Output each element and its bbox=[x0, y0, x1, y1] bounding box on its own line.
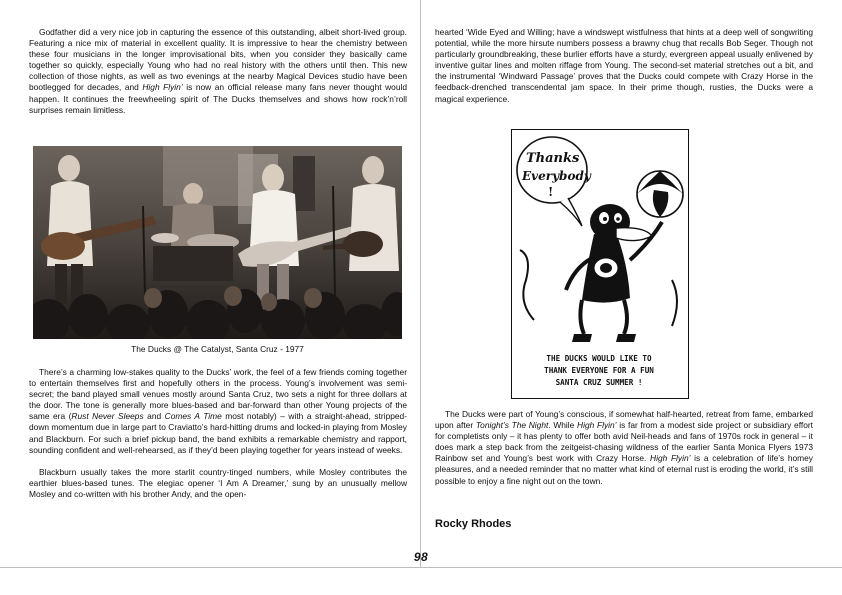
paragraph-conscious-retreat: The Ducks were part of Young’s conscious, if somewhat half-hearted, retreat from fame, embarked upon after Tonight’s The Night. While High Flyin’ is far from a modest side project or subsidiary effort for completists only – it has plenty to offer both avid Neil-heads and fans of 1970s rock in general – it does mark a step back from the zeitgeist-chasing wildness of the earlier Santa Monica Flyers 1973 Rainbow set and Young’s best work with Crazy Horse. High Flyin’ is a celebration of life’s homey pleasures, and a needed reminder that no matter what kind of eternal rust is eroding the world, it’s still possible to enjoy a fine night out on the town. bbox=[435, 409, 813, 486]
poster-headline-line1: Thanks bbox=[526, 151, 580, 166]
poster-message-line3: SANTA CRUZ SUMMER ! bbox=[555, 378, 643, 387]
left-column-bottom-text bbox=[29, 367, 407, 500]
page-gutter bbox=[420, 0, 421, 568]
poster-message-line1: THE DUCKS WOULD LIKE TO bbox=[546, 354, 652, 363]
band-photo-illustration bbox=[33, 146, 402, 339]
right-column-top-text bbox=[435, 27, 813, 105]
paragraph-godfather: Godfather did a very nice job in capturing the essence of this outstanding, albeit short-lived group. Featuring a nice mix of material in excellent quality. It is impressive to hear the chemistry between these four musicians in the longer improvisational bits, when you consider they basically came together so quickly, especially Young who had no real history with the others until then. This new collection of those nights, as well as two evenings at the nearby Magical Devices studio have been bootlegged for decades, and High Flyin’ is now an official release many fans never thought would happen. It continues the freewheeling spirit of The Ducks themselves and shows how rock’n’roll surprises remain limitless. bbox=[29, 27, 407, 115]
paragraph-blackburn: Blackburn usually takes the more starlit country-tinged numbers, while Mosley contributes the earthier blues-based tunes. The elegiac opener ‘I Am A Dreamer,’ sung by an unusually mellow Mosley and co-written with his brother Andy, and the open- bbox=[29, 466, 407, 499]
author-signoff: Rocky Rhodes bbox=[435, 518, 512, 530]
paragraph-open-hearted: hearted ‘Wide Eyed and Willing; have a windswept wistfulness that hints at a deep well of songwriting potential, while the more hirsute numbers possess a brawny chug that recalls Bob Seger. Though not particularly groundbreaking, these burlier efforts have a sturdy, evergreen appeal usually enlivened by inventive guitar lines and molten riffage from Young. The second-set material stretches out a bit, and the instrumental ‘Windward Passage’ proves that the Ducks could compete with Crazy Horse in the feedback-drenched transcendental jam space. In their prime though, rusties, the Ducks were a magical experience. bbox=[435, 27, 813, 104]
poster-message-line2: THANK EVERYONE FOR A FUN bbox=[544, 366, 654, 375]
left-column-top-text bbox=[29, 27, 407, 116]
beach-ball-icon bbox=[637, 171, 683, 217]
poster-headline-line2: Everybody bbox=[522, 169, 591, 183]
band-photo bbox=[33, 146, 402, 339]
right-column-bottom-text bbox=[435, 409, 813, 487]
page-bottom-edge bbox=[0, 567, 842, 568]
poster-illustration bbox=[512, 130, 687, 397]
photo-caption: The Ducks @ The Catalyst, Santa Cruz - 1977 bbox=[131, 344, 304, 354]
thanks-everybody-poster bbox=[511, 129, 689, 399]
poster-headline-mark: ! bbox=[548, 185, 554, 199]
paragraph-low-stakes: There’s a charming low-stakes quality to the Ducks’ work, the feel of a few friends coming together to entertain themselves first and hopefully others in the process. Young’s involvement was semi-secret; the band played small venues mostly around Santa Cruz, two sets a night for three dollars at the door. The tone is generally more blues-based and bar-forward than other Young projects of the same era (Rust Never Sleeps and Comes A Time most notably) – with a straight-ahead, stripped-down momentum due in large part to Craviatto’s hard-hitting drums and locked-in playing from Mosley and Blackburn. For such a brief pickup band, the band exhibits a remarkable chemistry and rapport, sounding confident and well-rehearsed, as if they’d been playing together for years instead of weeks. bbox=[29, 367, 407, 455]
duck-character-icon bbox=[520, 204, 677, 342]
page-number: 98 bbox=[413, 550, 429, 564]
